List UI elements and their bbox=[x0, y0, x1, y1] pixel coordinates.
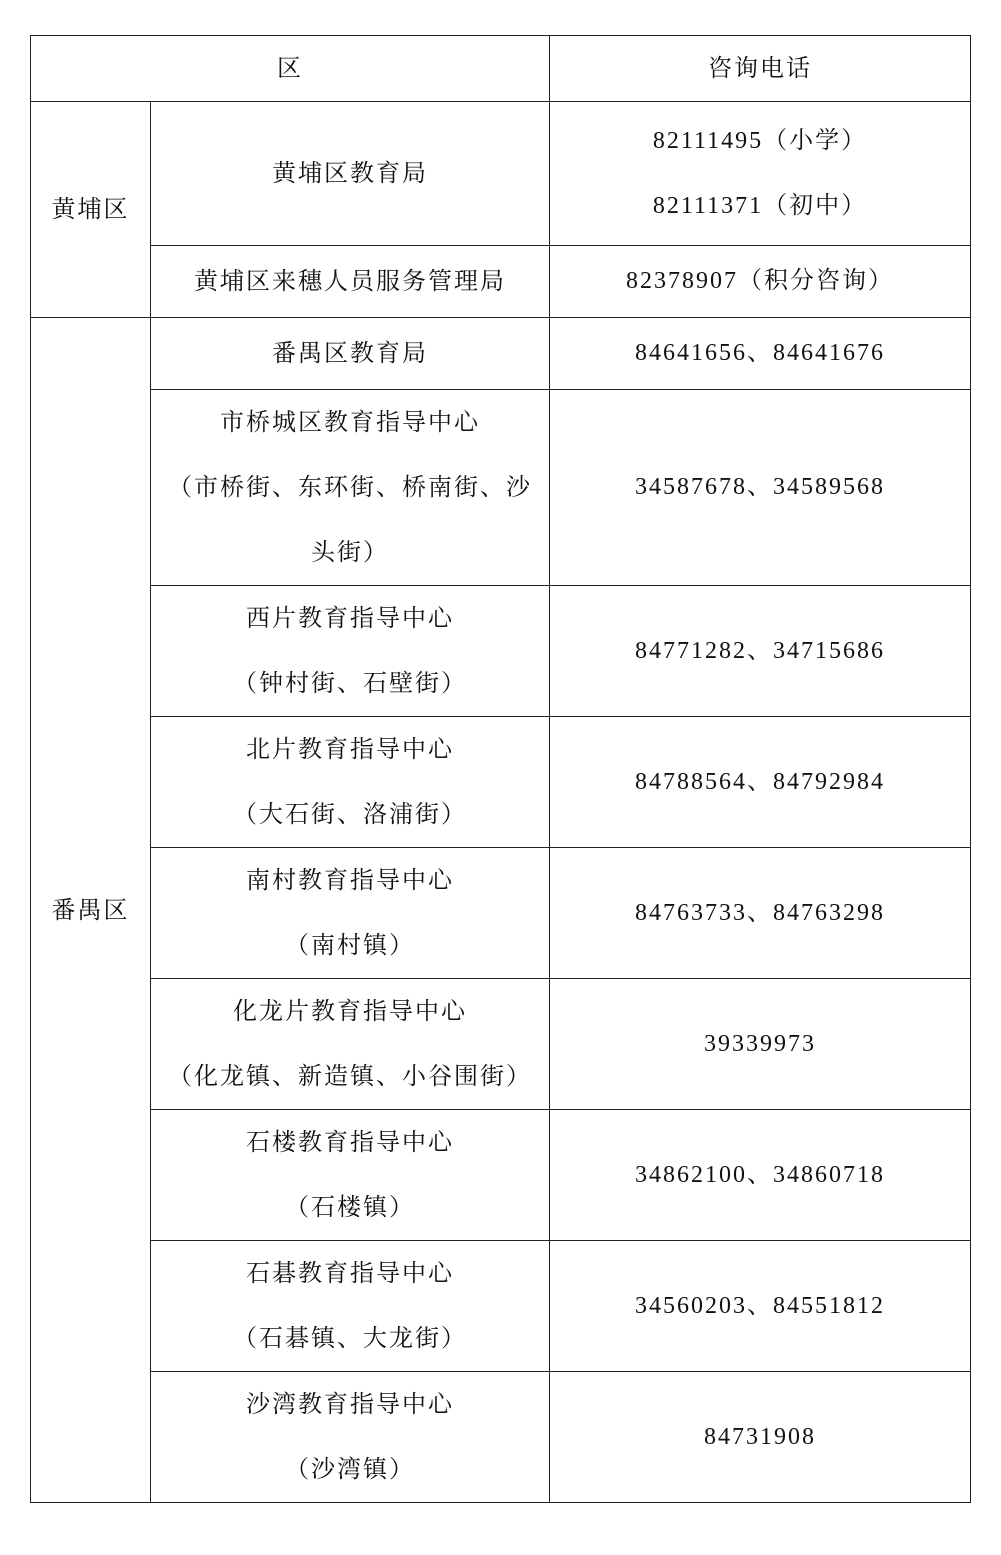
office-cell bbox=[151, 1372, 550, 1503]
phone-cell bbox=[550, 390, 971, 586]
office-cell bbox=[151, 246, 550, 318]
office-name: 黄埔区来穗人员服务管理局 bbox=[194, 267, 506, 295]
table-row bbox=[31, 1241, 971, 1372]
office-name: 石碁教育指导中心 bbox=[246, 1259, 454, 1287]
office-area: （石楼镇） bbox=[285, 1193, 415, 1221]
phone-number: 82111371（初中） bbox=[652, 192, 868, 219]
phone-cell bbox=[550, 102, 971, 246]
phone-cell bbox=[550, 1110, 971, 1241]
office-area: （石碁镇、大龙街） bbox=[233, 1324, 467, 1352]
office-cell bbox=[151, 717, 550, 848]
district-huangpu: 黄埔区 bbox=[31, 102, 151, 318]
phone-number: 84771282、34715686 bbox=[635, 637, 885, 664]
phone-number: 82378907（积分咨询） bbox=[626, 268, 894, 294]
office-cell bbox=[151, 979, 550, 1110]
phone-cell bbox=[550, 318, 971, 390]
header-phone: 咨询电话 bbox=[550, 36, 971, 102]
office-cell bbox=[151, 318, 550, 390]
phone-cell bbox=[550, 848, 971, 979]
office-area: （大石街、洛浦街） bbox=[233, 800, 467, 828]
table-row bbox=[31, 102, 971, 246]
office-cell bbox=[151, 1110, 550, 1241]
office-area: （市桥街、东环街、桥南街、沙 bbox=[168, 473, 532, 501]
office-name: 沙湾教育指导中心 bbox=[246, 1390, 454, 1418]
office-area: （化龙镇、新造镇、小谷围街） bbox=[168, 1062, 532, 1090]
office-cell bbox=[151, 848, 550, 979]
phone-cell bbox=[550, 1241, 971, 1372]
table-row bbox=[31, 390, 971, 586]
office-area: （南村镇） bbox=[285, 931, 415, 959]
phone-number: 84731908 bbox=[704, 1423, 816, 1450]
phone-cell bbox=[550, 246, 971, 318]
table-row bbox=[31, 246, 971, 318]
contact-table bbox=[30, 35, 971, 1503]
phone-cell bbox=[550, 1372, 971, 1503]
phone-number: 84641656、84641676 bbox=[635, 340, 885, 366]
table-row bbox=[31, 318, 971, 390]
office-cell bbox=[151, 390, 550, 586]
office-cell bbox=[151, 102, 550, 246]
table-row bbox=[31, 1372, 971, 1503]
office-name: 市桥城区教育指导中心 bbox=[220, 408, 480, 436]
table-row bbox=[31, 979, 971, 1110]
office-name: 石楼教育指导中心 bbox=[246, 1128, 454, 1156]
phone-cell bbox=[550, 979, 971, 1110]
table-row bbox=[31, 586, 971, 717]
office-name: 北片教育指导中心 bbox=[246, 735, 454, 763]
header-district: 区 bbox=[31, 36, 550, 102]
phone-number: 39339973 bbox=[704, 1030, 816, 1057]
phone-number: 34587678、34589568 bbox=[635, 474, 885, 500]
table-row bbox=[31, 1110, 971, 1241]
office-name: 西片教育指导中心 bbox=[246, 604, 454, 632]
office-name: 番禺区教育局 bbox=[272, 339, 428, 367]
phone-number: 34862100、34860718 bbox=[635, 1161, 885, 1188]
office-name: 南村教育指导中心 bbox=[246, 866, 454, 894]
phone-cell bbox=[550, 586, 971, 717]
table-row bbox=[31, 717, 971, 848]
office-area: 头街） bbox=[311, 538, 389, 566]
phone-number: 84763733、84763298 bbox=[635, 899, 885, 926]
office-name: 黄埔区教育局 bbox=[272, 159, 428, 187]
phone-cell bbox=[550, 717, 971, 848]
phone-number: 82111495（小学） bbox=[652, 127, 868, 154]
phone-number: 34560203、84551812 bbox=[635, 1292, 885, 1319]
office-name: 化龙片教育指导中心 bbox=[233, 997, 467, 1025]
district-panyu: 番禺区 bbox=[31, 318, 151, 1503]
header-row bbox=[31, 36, 971, 102]
phone-number: 84788564、84792984 bbox=[635, 768, 885, 795]
office-area: （沙湾镇） bbox=[285, 1455, 415, 1483]
office-cell bbox=[151, 586, 550, 717]
table-row bbox=[31, 848, 971, 979]
office-area: （钟村街、石壁街） bbox=[233, 669, 467, 697]
office-cell bbox=[151, 1241, 550, 1372]
